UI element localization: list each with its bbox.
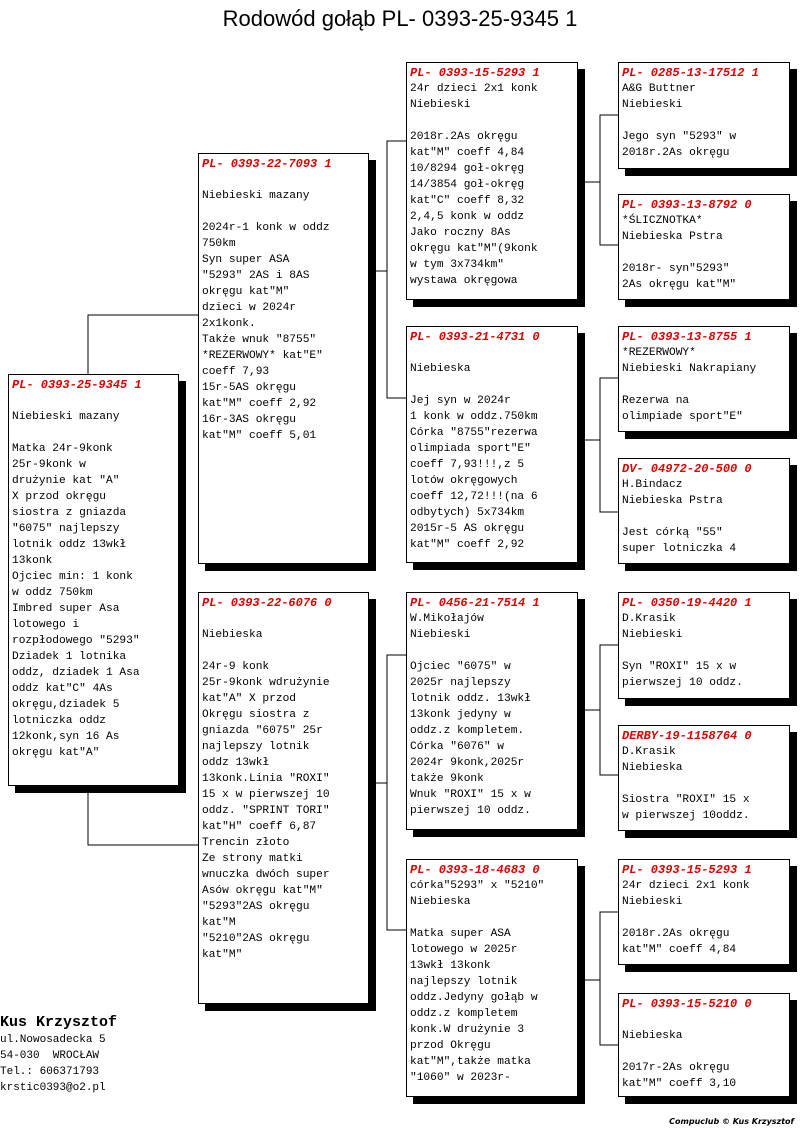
pigeon-card-mmf[interactable] — [618, 859, 790, 965]
ring-number: DERBY-19-1158764 0 — [622, 729, 752, 743]
pigeon-card-ff[interactable] — [406, 62, 578, 300]
ring-number: PL- 0393-13-8755 1 — [622, 330, 752, 344]
connector-ff-fff — [578, 115, 620, 182]
pigeon-description: *ŚLICZNOTKA* Niebieska Pstra 2018r- syn"5293" 2As okręgu kat"M" — [622, 215, 737, 291]
pigeon-card-fmm[interactable] — [618, 458, 790, 564]
ring-number: PL- 0393-21-4731 0 — [410, 330, 540, 344]
ring-number: PL- 0285-13-17512 1 — [622, 66, 759, 80]
pigeon-description: *REZERWOWY* Niebieski Nakrapiany Rezerwa na olimpiade sport"E" — [622, 347, 757, 423]
ring-number: PL- 0393-18-4683 0 — [410, 863, 540, 877]
ring-number: PL- 0393-15-5210 0 — [622, 997, 752, 1011]
connector-ff-ffm — [578, 182, 620, 245]
owner-street: ul.Nowosadecka 5 — [0, 1034, 106, 1046]
ring-number: PL- 0393-15-5293 1 — [410, 66, 540, 80]
pigeon-card-fff[interactable] — [618, 62, 790, 169]
pigeon-card-ffm[interactable] — [618, 194, 790, 300]
owner-name: Kus Krzysztof — [0, 1014, 118, 1031]
pigeon-description: 24r dzieci 2x1 konk Niebieski 2018r.2As okręgu kat"M" coeff 4,84 — [622, 880, 750, 956]
page-title: Rodowód gołąb PL- 0393-25-9345 1 — [222, 6, 578, 31]
ring-number: PL- 0350-19-4420 1 — [622, 596, 752, 610]
connector-fm-fmf — [578, 378, 620, 440]
pigeon-card-main[interactable] — [8, 374, 179, 786]
pigeon-card-mm[interactable] — [406, 859, 578, 1097]
pigeon-card-fm[interactable] — [406, 326, 578, 563]
pigeon-description: W.Mikołajów Niebieski Ojciec "6075" w 2025r najlepszy lotnik oddz. 13wkł 13konk jedyny w oddz.z kompletem. Córka "6076" w 2024r 9konk,2025r także 9konk Wnuk "ROXI" 15 x w pierwszej 10 oddz. — [410, 613, 531, 817]
pigeon-description: 24r dzieci 2x1 konk Niebieski 2018r.2As okręgu kat"M" coeff 4,84 10/8294 goł-okręg 14/3854 goł-okręg kat"C" coeff 8,32 2,4,5 konk w oddz Jako roczny 8As okręgu kat"M"(9konk w tym 3x734km" wystawa okręgowa — [410, 83, 538, 287]
connector-m-mf — [369, 655, 408, 783]
pigeon-card-mff[interactable] — [618, 592, 790, 699]
ring-number: PL- 0393-13-8792 0 — [622, 198, 752, 212]
ring-number: PL- 0393-15-5293 1 — [622, 863, 752, 877]
pigeon-description: D.Krasik Niebieski Syn "ROXI" 15 x w pierwszej 10 oddz. — [622, 613, 743, 689]
pigeon-card-mfm[interactable] — [618, 725, 790, 831]
connector-mm-mmf — [578, 912, 620, 980]
software-credit: Compuclub © Kus Krzysztof — [669, 1117, 794, 1126]
ring-number: PL- 0393-25-9345 1 — [12, 378, 142, 392]
connector-mf-mff — [578, 645, 620, 710]
ring-number: PL- 0393-22-7093 1 — [202, 157, 332, 171]
connector-f-fm — [369, 271, 408, 398]
owner-info — [0, 1014, 117, 1096]
connector-m-mm — [369, 783, 408, 930]
owner-email: krstic0393@o2.pl — [0, 1082, 106, 1094]
ring-number: PL- 0393-22-6076 0 — [202, 596, 332, 610]
pigeon-description: D.Krasik Niebieska Siostra "ROXI" 15 x w pierwszej 10oddz. — [622, 746, 750, 822]
pigeon-description: Niebieska 2017r-2As okręgu kat"M" coeff 3,10 — [622, 1030, 737, 1090]
ring-number: DV- 04972-20-500 0 — [622, 462, 752, 476]
connector-mm-mmm — [578, 980, 620, 1045]
connector-f-ff — [369, 141, 408, 271]
connector-fm-fmm — [578, 440, 620, 512]
connector-main-father — [88, 315, 200, 376]
pigeon-description: Niebieska Jej syn w 2024r 1 konk w oddz.750km Córka "8755"rezerwa olimpiada sport"E" coeff 7,93!!!,z 5 lotów okręgowych coeff 12,72!!!(na 6 odbytych) 5x734km 2015r-5 AS okręgu kat"M" coeff 2,92 — [410, 363, 538, 551]
pigeon-description: córka"5293" x "5210" Niebieska Matka super ASA lotowego w 2025r 13wkł 13konk najlepszy lotnik oddz.Jedyny gołąb w oddz.z kompletem konk.W drużynie 3 przod Okręgu kat"M",także matka "1060" w 2023r- — [410, 880, 545, 1084]
pigeon-description: Niebieska 24r-9 konk 25r-9konk wdrużynie kat"A" X przod Okręgu siostra z gniazda "6075" 25r najlepszy lotnik oddz 13wkł 13konk.Linia "ROXI" 15 x w pierwszej 10 oddz. "SPRINT TORI" kat"H" coeff 6,87 Trencin złoto Ze strony matki wnuczka dwóch super Asów okręgu kat"M" "5293"2AS okręgu kat"M "5210"2AS okręgu kat"M" — [202, 629, 330, 961]
pigeon-description: H.Bindacz Niebieska Pstra Jest córką "55" super lotniczka 4 — [622, 479, 737, 555]
owner-phone: Tel.: 606371793 — [0, 1066, 100, 1078]
pigeon-description: Niebieski mazany 2024r-1 konk w oddz 750km Syn super ASA "5293" 2AS i 8AS okręgu kat"M" dzieci w 2024r 2x1konk. Także wnuk "8755" *REZERWOWY* kat"E" coeff 7,93 15r-5AS okręgu kat"M" coeff 2,92 16r-3AS okręgu kat"M" coeff 5,01 — [202, 190, 330, 442]
connector-mf-mfm — [578, 710, 620, 775]
pigeon-card-fmf[interactable] — [618, 326, 790, 432]
pigeon-card-father[interactable] — [198, 153, 369, 564]
connector-main-mother — [88, 786, 200, 845]
pigeon-description: A&G Buttner Niebieski Jego syn "5293" w 2018r.2As okręgu — [622, 83, 737, 159]
owner-city: 54-030 WROCŁAW — [0, 1050, 100, 1062]
ring-number: PL- 0456-21-7514 1 — [410, 596, 540, 610]
pigeon-card-mother[interactable] — [198, 592, 369, 1004]
pigeon-card-mmm[interactable] — [618, 993, 790, 1097]
pigeon-description: Niebieski mazany Matka 24r-9konk 25r-9konk w drużynie kat "A" X przod okręgu siostra z gniazda "6075" najlepszy lotnik oddz 13wkł 13konk Ojciec min: 1 konk w oddz 750km Imbred super Asa lotowego i rozpłodowego "5293" Dziadek 1 lotnika oddz, dziadek 1 Asa oddz kat"C" 4As okręgu,dziadek 5 lotniczka oddz 12konk,syn 16 As okręgu kat"A" — [12, 411, 140, 759]
pigeon-card-mf[interactable] — [406, 592, 578, 830]
